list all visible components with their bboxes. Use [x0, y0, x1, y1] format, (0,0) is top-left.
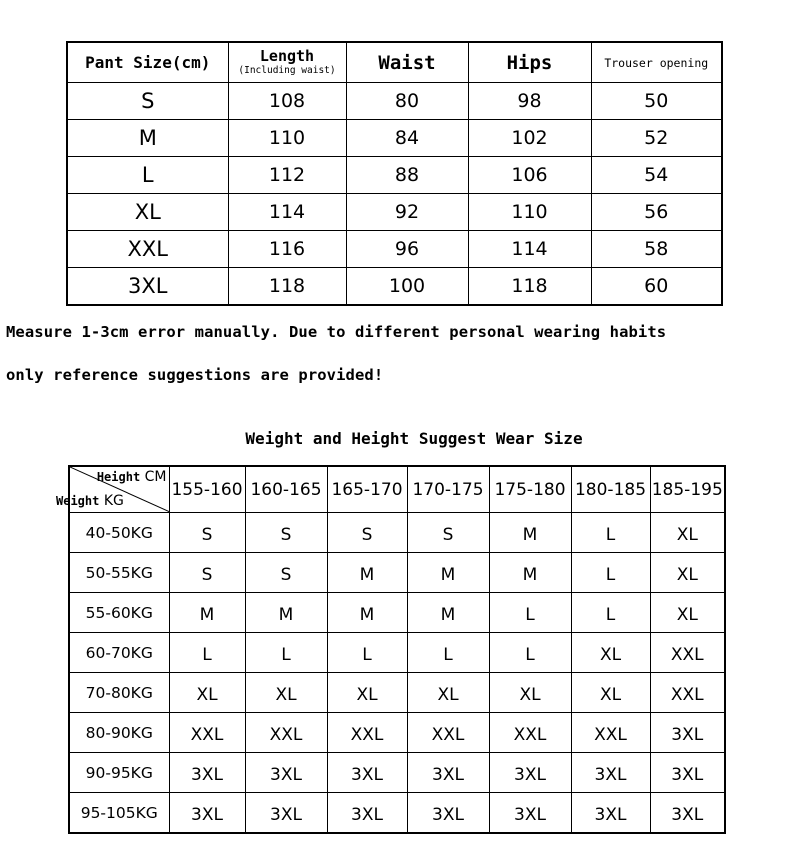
recommended-size-cell: L	[571, 593, 650, 633]
recommended-size-cell: L	[407, 633, 489, 673]
size-recommendation-table	[56, 465, 726, 834]
recommended-size-cell: M	[169, 593, 245, 633]
recommended-size-cell: XL	[407, 673, 489, 713]
size-cell-hips: 106	[468, 157, 591, 194]
recommended-size-cell: XL	[571, 633, 650, 673]
recommended-size-cell: XL	[169, 673, 245, 713]
recommended-size-cell: 3XL	[327, 753, 407, 793]
weight-row	[69, 673, 725, 713]
corner-weight-unit: KG	[103, 493, 124, 509]
size-row	[67, 120, 722, 157]
header-pant-size: Pant Size(cm)	[67, 42, 228, 83]
header-length-label: Length	[259, 47, 315, 65]
corner-height-unit: CM	[144, 469, 167, 485]
recommended-size-cell: XXL	[650, 633, 725, 673]
header-length-note: (Including waist)	[238, 65, 336, 76]
recommended-size-cell: XXL	[169, 713, 245, 753]
recommended-size-cell: S	[169, 513, 245, 553]
recommended-size-cell: XXL	[489, 713, 571, 753]
size-row	[67, 194, 722, 231]
height-range-header: 170-175	[407, 466, 489, 513]
weight-row	[69, 633, 725, 673]
size-cell-waist: 84	[346, 120, 468, 157]
weight-range-cell: 60-70KG	[69, 633, 169, 673]
recommended-size-cell: L	[571, 513, 650, 553]
recommended-size-cell: M	[245, 593, 327, 633]
recommended-size-cell: 3XL	[571, 793, 650, 834]
reference-note: only reference suggestions are provided!	[6, 366, 384, 384]
size-cell-length: 110	[228, 120, 346, 157]
recommended-size-cell: 3XL	[650, 793, 725, 834]
recommended-size-cell: XXL	[407, 713, 489, 753]
size-cell-waist: 88	[346, 157, 468, 194]
weight-range-cell: 80-90KG	[69, 713, 169, 753]
weight-range-cell: 55-60KG	[69, 593, 169, 633]
size-cell-size: XXL	[67, 231, 228, 268]
weight-row	[69, 593, 725, 633]
recommended-size-cell: S	[245, 553, 327, 593]
weight-row	[69, 553, 725, 593]
size-cell-size: L	[67, 157, 228, 194]
weight-range-cell: 95-105KG	[69, 793, 169, 834]
recommended-size-cell: M	[327, 553, 407, 593]
size-cell-size: 3XL	[67, 268, 228, 306]
recommended-size-cell: L	[245, 633, 327, 673]
corner-weight-label	[56, 493, 124, 509]
recommended-size-cell: L	[489, 633, 571, 673]
size-cell-waist: 96	[346, 231, 468, 268]
size-cell-length: 118	[228, 268, 346, 306]
recommended-size-cell: 3XL	[489, 753, 571, 793]
corner-height-word: Height	[96, 470, 141, 484]
recommended-size-cell: M	[407, 593, 489, 633]
height-range-header: 155-160	[169, 466, 245, 513]
weight-range-cell: 50-55KG	[69, 553, 169, 593]
size-cell-opening: 52	[591, 120, 722, 157]
size-cell-size: XL	[67, 194, 228, 231]
size-cell-hips: 110	[468, 194, 591, 231]
recommended-size-cell: 3XL	[650, 753, 725, 793]
size-cell-length: 108	[228, 83, 346, 120]
size-cell-hips: 102	[468, 120, 591, 157]
recommended-size-cell: XL	[650, 553, 725, 593]
size-cell-size: M	[67, 120, 228, 157]
recommended-size-cell: XL	[650, 593, 725, 633]
corner-weight-word: Weight	[56, 494, 100, 508]
recommended-size-cell: S	[327, 513, 407, 553]
height-range-header: 160-165	[245, 466, 327, 513]
recommended-size-cell: XL	[327, 673, 407, 713]
recommended-size-cell: L	[327, 633, 407, 673]
recommended-size-cell: XL	[650, 513, 725, 553]
weight-range-cell: 70-80KG	[69, 673, 169, 713]
header-length	[228, 42, 346, 83]
size-cell-opening: 56	[591, 194, 722, 231]
weight-range-cell: 90-95KG	[69, 753, 169, 793]
header-hips: Hips	[468, 42, 591, 83]
size-row	[67, 157, 722, 194]
size-cell-size: S	[67, 83, 228, 120]
weight-row	[69, 713, 725, 753]
recommended-size-cell: 3XL	[245, 753, 327, 793]
recommended-size-cell: XL	[245, 673, 327, 713]
recommended-size-cell: XL	[489, 673, 571, 713]
recommended-size-cell: S	[169, 553, 245, 593]
recommended-size-cell: M	[327, 593, 407, 633]
size-cell-hips: 114	[468, 231, 591, 268]
recommended-size-cell: L	[571, 553, 650, 593]
recommended-size-cell: 3XL	[650, 713, 725, 753]
height-range-header: 175-180	[489, 466, 571, 513]
size-cell-waist: 100	[346, 268, 468, 306]
size-cell-opening: 58	[591, 231, 722, 268]
recommended-size-cell: XL	[571, 673, 650, 713]
size-cell-waist: 92	[346, 194, 468, 231]
recommended-size-cell: S	[407, 513, 489, 553]
recommended-size-cell: M	[489, 553, 571, 593]
measurement-note: Measure 1-3cm error manually. Due to different personal wearing habits	[6, 323, 667, 341]
size-row	[67, 268, 722, 306]
recommended-size-cell: 3XL	[169, 753, 245, 793]
recommended-size-cell: 3XL	[169, 793, 245, 834]
recommended-size-cell: L	[489, 593, 571, 633]
recommendation-title: Weight and Height Suggest Wear Size	[245, 429, 583, 448]
recommended-size-cell: 3XL	[489, 793, 571, 834]
recommended-size-cell: 3XL	[571, 753, 650, 793]
recommended-size-cell: 3XL	[327, 793, 407, 834]
size-cell-length: 116	[228, 231, 346, 268]
recommended-size-cell: 3XL	[407, 793, 489, 834]
corner-height-label	[97, 469, 167, 485]
recommended-size-cell: L	[169, 633, 245, 673]
recommendation-header-row	[69, 466, 725, 513]
height-range-header: 180-185	[571, 466, 650, 513]
weight-row	[69, 793, 725, 834]
weight-row	[69, 513, 725, 553]
recommended-size-cell: M	[407, 553, 489, 593]
size-table-header-row	[67, 42, 722, 83]
recommended-size-cell: 3XL	[407, 753, 489, 793]
size-row	[67, 231, 722, 268]
recommended-size-cell: S	[245, 513, 327, 553]
size-cell-hips: 98	[468, 83, 591, 120]
size-cell-hips: 118	[468, 268, 591, 306]
size-row	[67, 83, 722, 120]
size-cell-waist: 80	[346, 83, 468, 120]
size-cell-length: 114	[228, 194, 346, 231]
recommended-size-cell: XXL	[571, 713, 650, 753]
recommended-size-cell: M	[489, 513, 571, 553]
height-range-header: 185-195	[650, 466, 725, 513]
height-range-header: 165-170	[327, 466, 407, 513]
recommended-size-cell: XXL	[327, 713, 407, 753]
weight-range-cell: 40-50KG	[69, 513, 169, 553]
recommended-size-cell: 3XL	[245, 793, 327, 834]
recommended-size-cell: XXL	[650, 673, 725, 713]
header-trouser-opening: Trouser opening	[591, 42, 722, 83]
pant-size-table	[66, 41, 723, 306]
size-cell-length: 112	[228, 157, 346, 194]
header-waist: Waist	[346, 42, 468, 83]
weight-row	[69, 753, 725, 793]
recommended-size-cell: XXL	[245, 713, 327, 753]
corner-cell	[56, 466, 169, 513]
size-cell-opening: 60	[591, 268, 722, 306]
size-cell-opening: 54	[591, 157, 722, 194]
size-cell-opening: 50	[591, 83, 722, 120]
